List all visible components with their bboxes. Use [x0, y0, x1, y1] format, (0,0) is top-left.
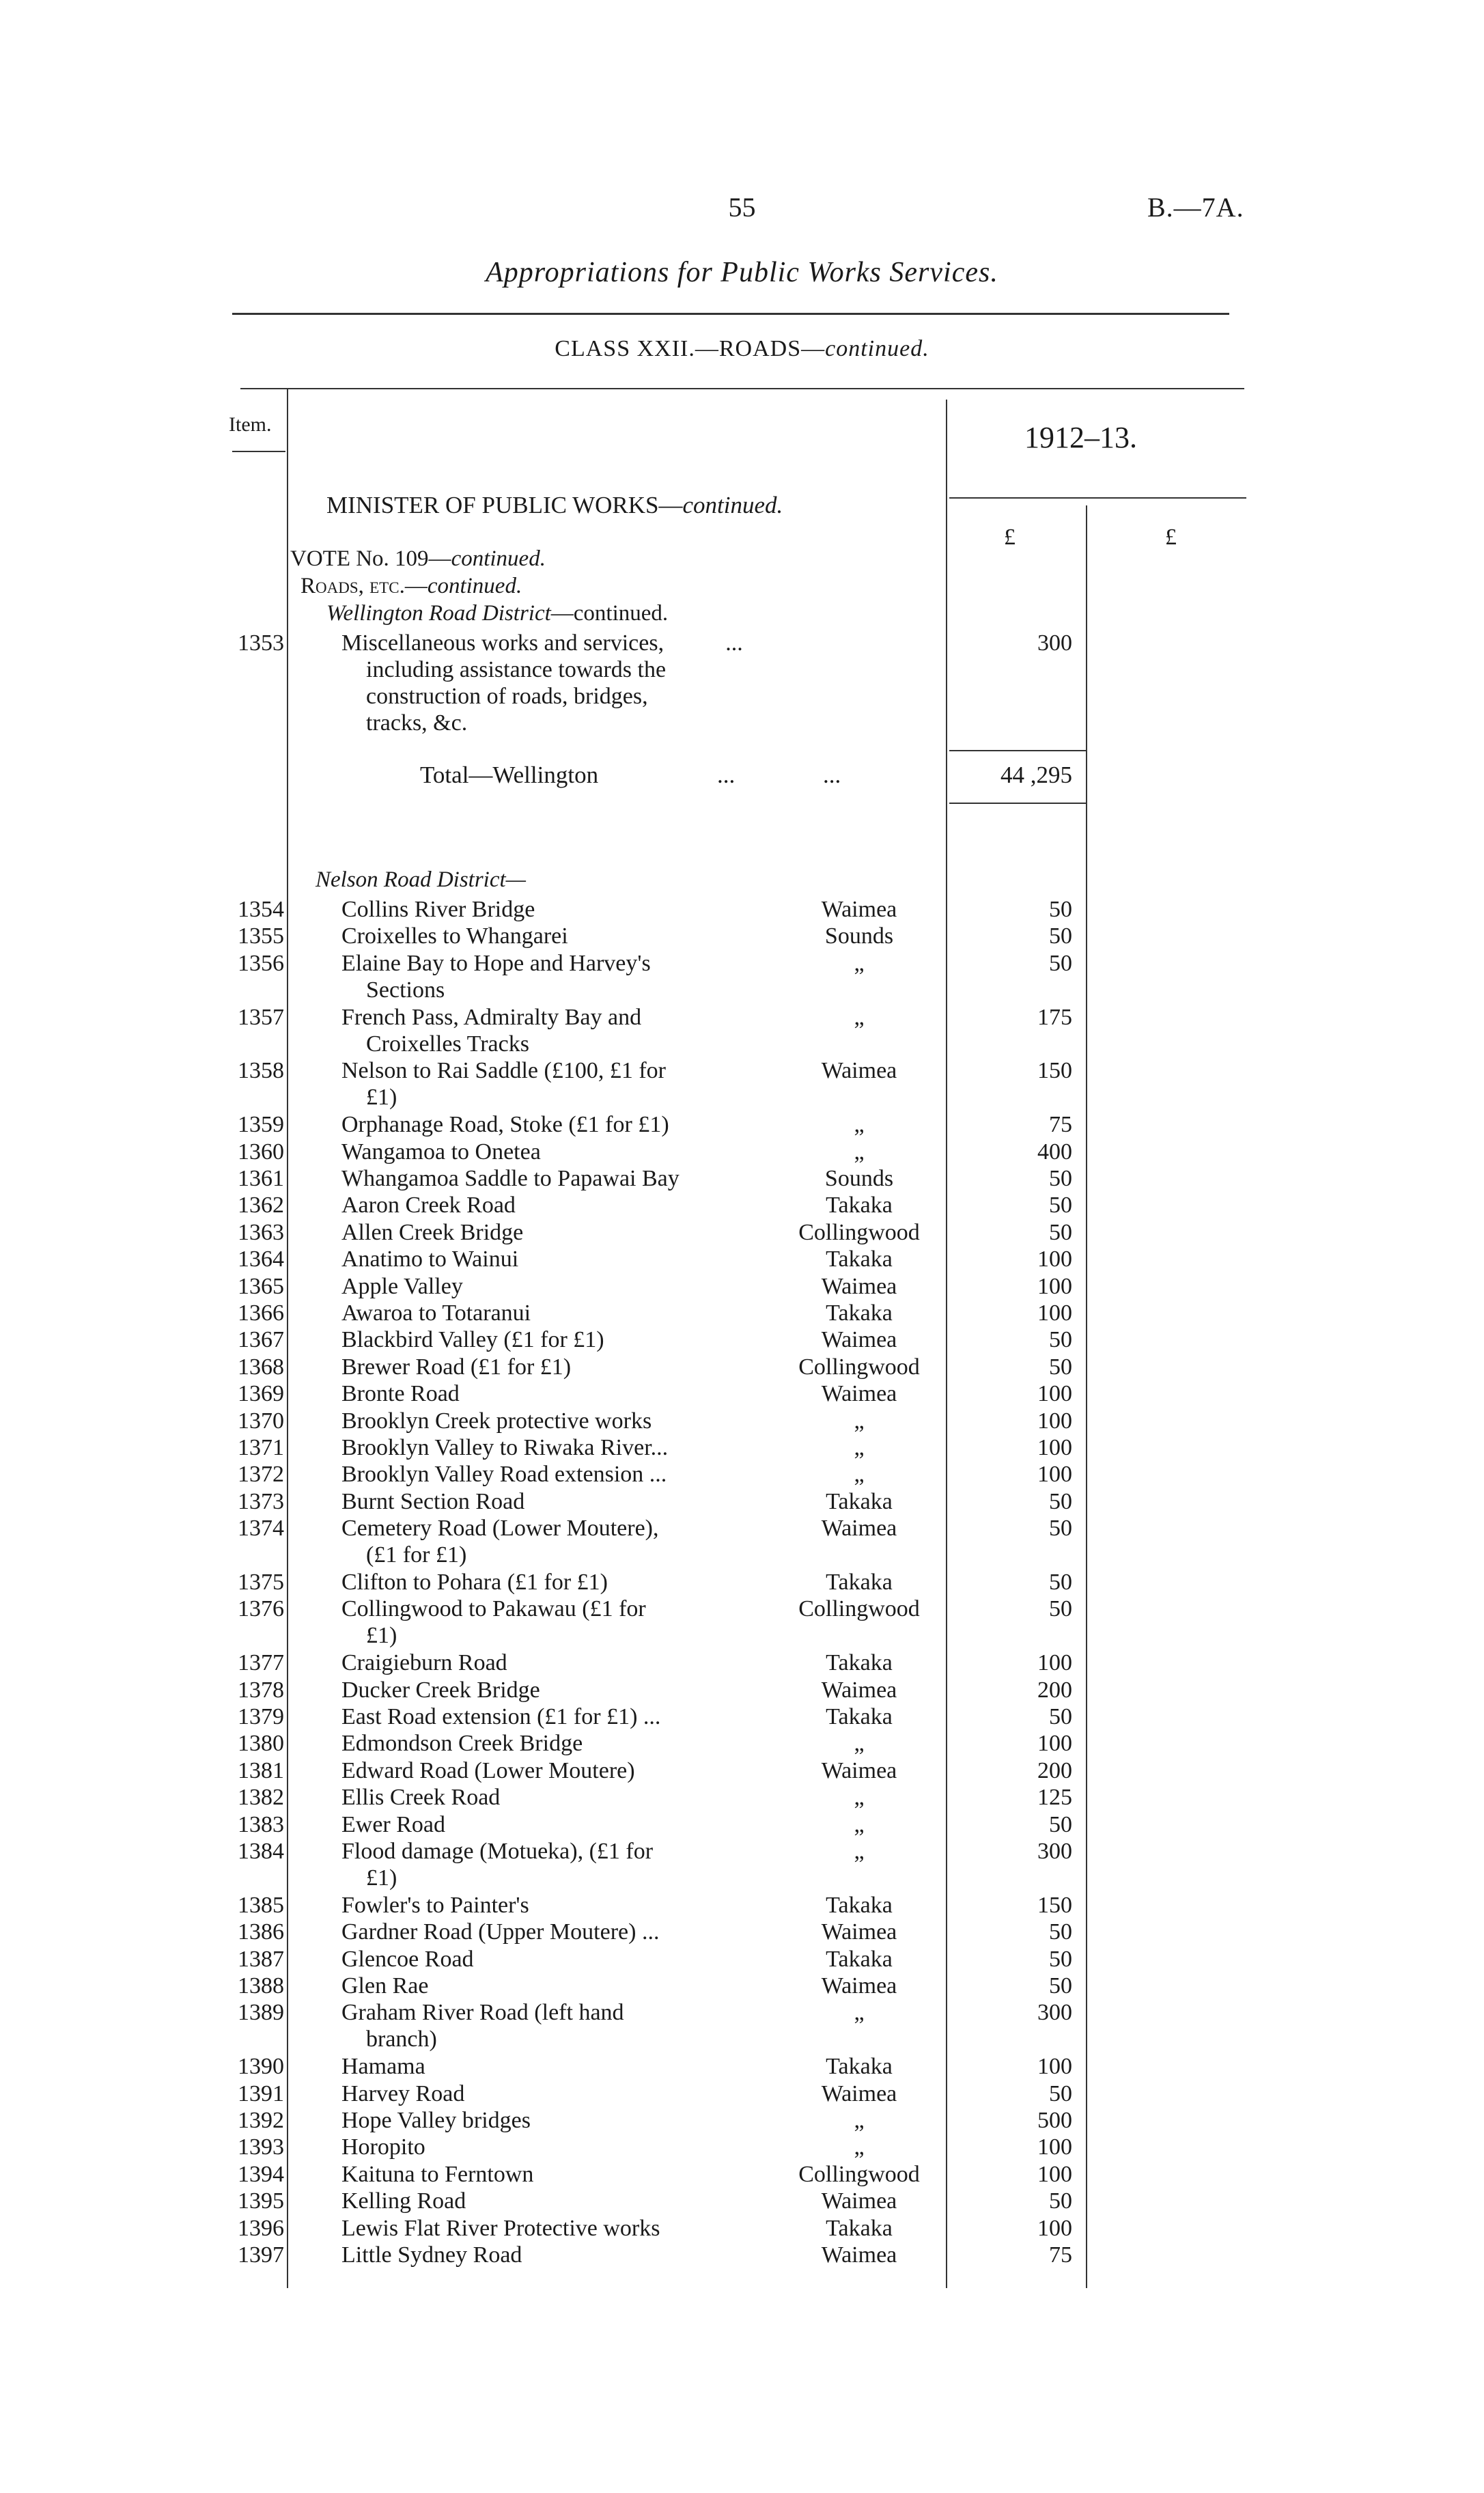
- class-heading: [0, 336, 1484, 362]
- item-description: [341, 1408, 751, 1434]
- item-number: 1397: [238, 2242, 284, 2268]
- item-description: [341, 1326, 751, 1353]
- item-description: [341, 1515, 751, 1568]
- description-line: Hope Valley bridges: [341, 2108, 531, 2133]
- item-number: 1396: [238, 2216, 284, 2241]
- district-location: „: [854, 1839, 865, 1864]
- item-description: [341, 896, 751, 923]
- amount-column-left-divider: [946, 400, 947, 2288]
- item-amount: 50: [1049, 1919, 1072, 1945]
- description-line: Gardner Road (Upper Moutere) ...: [341, 1919, 660, 1945]
- item-amount: 100: [1037, 2162, 1072, 2187]
- description-line: Collingwood to Pakawau (£1 for: [341, 1596, 646, 1621]
- roads-heading: [300, 574, 522, 599]
- district-location: Waimea: [821, 1516, 897, 1541]
- description-line: Hamama: [341, 2054, 425, 2079]
- minister-heading: [326, 492, 783, 519]
- description-line: Glen Rae: [341, 1973, 429, 1998]
- item-number: 1385: [238, 1893, 284, 1918]
- item-description: [341, 1757, 751, 1784]
- district-location: „: [854, 1408, 865, 1434]
- item-description: [341, 1811, 751, 1838]
- total-leader-1: ...: [717, 762, 736, 788]
- district-location: Sounds: [824, 923, 894, 949]
- item-number: 1370: [238, 1408, 284, 1434]
- description-line: Harvey Road: [341, 2081, 465, 2106]
- description-line: branch): [366, 2027, 437, 2052]
- item-description: [341, 1892, 751, 1919]
- item-number: 1382: [238, 1785, 284, 1810]
- minister-heading-main: MINISTER OF PUBLIC WORKS—: [326, 492, 683, 518]
- item-amount: 50: [1049, 923, 1072, 949]
- item-description: [341, 1461, 751, 1488]
- item-number: 1360: [238, 1139, 284, 1165]
- district-location: Waimea: [821, 1274, 897, 1299]
- item-number: 1363: [238, 1220, 284, 1245]
- district-location: Takaka: [826, 1704, 893, 1729]
- item-amount: 200: [1037, 1677, 1072, 1703]
- document-reference: B.—7A.: [1147, 192, 1244, 223]
- item-amount: 100: [1037, 1650, 1072, 1675]
- year-column-header: 1912–13.: [1024, 421, 1137, 454]
- description-line: Whangamoa Saddle to Papawai Bay: [341, 1166, 680, 1191]
- district-location: Waimea: [821, 1758, 897, 1783]
- description-line: Croixelles to Whangarei: [341, 923, 568, 949]
- item-number: 1378: [238, 1677, 284, 1703]
- item-description: [341, 1246, 751, 1272]
- item-column-divider: [287, 388, 288, 2288]
- description-line: Anatimo to Wainui: [341, 1246, 519, 1272]
- item-amount: 100: [1037, 1408, 1072, 1434]
- item-amount: 175: [1037, 1005, 1072, 1030]
- district-location: Collingwood: [798, 1596, 920, 1621]
- description-line: £1): [366, 1623, 397, 1648]
- item-number: 1386: [238, 1919, 284, 1945]
- description-line: Croixelles Tracks: [366, 1031, 529, 1057]
- district-location: „: [854, 2108, 865, 2133]
- description-line: Clifton to Pohara (£1 for £1): [341, 1570, 608, 1595]
- item-amount: 50: [1049, 2081, 1072, 2106]
- item-description: [341, 1596, 751, 1649]
- item-amount: 100: [1037, 1246, 1072, 1272]
- description-line: Brooklyn Creek protective works: [341, 1408, 652, 1434]
- district-location: „: [854, 2000, 865, 2025]
- item-number: 1358: [238, 1058, 284, 1083]
- item-amount: 75: [1049, 1112, 1072, 1137]
- district-location: Takaka: [826, 1650, 893, 1675]
- item-amount: 100: [1037, 1731, 1072, 1756]
- item-number: 1364: [238, 1246, 284, 1272]
- item-amount: 300: [1037, 630, 1072, 656]
- item-number: 1368: [238, 1354, 284, 1380]
- item-description: [341, 2188, 751, 2214]
- description-line: tracks, &c.: [366, 710, 468, 736]
- item-number: 1373: [238, 1489, 284, 1514]
- description-line: Sections: [366, 977, 445, 1003]
- description-line: Cemetery Road (Lower Moutere),: [341, 1516, 659, 1541]
- item-description: [341, 1057, 751, 1111]
- item-description: [341, 630, 751, 736]
- district-location: Waimea: [821, 1381, 897, 1406]
- vote-heading-main: VOTE No. 109—: [290, 546, 451, 571]
- item-number: 1390: [238, 2054, 284, 2079]
- item-amount: 100: [1037, 1274, 1072, 1299]
- item-number: 1376: [238, 1596, 284, 1621]
- description-line: Brooklyn Valley to Riwaka River...: [341, 1435, 669, 1460]
- item-number: 1357: [238, 1005, 284, 1030]
- item-description: [341, 1649, 751, 1676]
- year-header-underline: [949, 497, 1246, 499]
- description-line: £1): [366, 1865, 397, 1891]
- item-number: 1367: [238, 1327, 284, 1352]
- item-description: [341, 1946, 751, 1973]
- district-location: „: [854, 1112, 865, 1137]
- item-number: 1384: [238, 1839, 284, 1864]
- item-number: 1393: [238, 2134, 284, 2160]
- wellington-district-heading: [326, 601, 668, 626]
- item-description: [341, 2107, 751, 2134]
- item-description: [341, 1973, 751, 1999]
- description-line: Miscellaneous works and services,: [341, 630, 664, 656]
- item-amount: 200: [1037, 1758, 1072, 1783]
- item-number: 1375: [238, 1570, 284, 1595]
- item-amount: 50: [1049, 897, 1072, 922]
- item-amount: 150: [1037, 1893, 1072, 1918]
- item-amount: 50: [1049, 1947, 1072, 1972]
- district-location: „: [854, 1435, 865, 1460]
- district-location: Sounds: [824, 1166, 894, 1191]
- district-location: Waimea: [821, 2242, 897, 2268]
- item-description: [341, 1569, 751, 1596]
- description-line: Elaine Bay to Hope and Harvey's: [341, 951, 651, 976]
- district-location: „: [854, 1005, 865, 1030]
- item-number: 1388: [238, 1973, 284, 1998]
- amount-column-right-divider: [1086, 505, 1087, 2288]
- item-amount: 50: [1049, 1193, 1072, 1218]
- item-amount: 50: [1049, 1220, 1072, 1245]
- item-amount: 100: [1037, 1462, 1072, 1487]
- description-line: Lewis Flat River Protective works: [341, 2216, 660, 2241]
- district-location: „: [854, 951, 865, 976]
- district-location: Waimea: [821, 1973, 897, 1998]
- item-description: [341, 1703, 751, 1730]
- description-line: Blackbird Valley (£1 for £1): [341, 1327, 604, 1352]
- wellington-heading-cont: —continued.: [550, 601, 669, 626]
- item-amount: 300: [1037, 1839, 1072, 1864]
- district-location: Collingwood: [798, 2162, 920, 2187]
- item-description: [341, 1677, 751, 1703]
- district-location: Waimea: [821, 1058, 897, 1083]
- class-heading-cont: continued.: [825, 336, 929, 361]
- description-line: Allen Creek Bridge: [341, 1220, 524, 1245]
- description-line: Kaituna to Ferntown: [341, 2162, 534, 2187]
- description-line: (£1 for £1): [366, 1542, 467, 1568]
- item-number: 1353: [238, 630, 284, 656]
- item-amount: 50: [1049, 1973, 1072, 1998]
- total-top-rule: [949, 750, 1086, 751]
- item-number: 1365: [238, 1274, 284, 1299]
- description-line: French Pass, Admiralty Bay and: [341, 1005, 642, 1030]
- district-location: Takaka: [826, 1570, 893, 1595]
- district-location: „: [854, 1462, 865, 1487]
- item-description: [341, 1300, 751, 1326]
- item-amount: 500: [1037, 2108, 1072, 2133]
- description-line: Wangamoa to Onetea: [341, 1139, 541, 1165]
- item-description: [341, 2053, 751, 2080]
- page-title: Appropriations for Public Works Services.: [486, 257, 998, 288]
- description-line: Graham River Road (left hand: [341, 2000, 624, 2025]
- description-line: Glencoe Road: [341, 1947, 474, 1972]
- vote-heading: [290, 546, 546, 572]
- item-amount: 100: [1037, 1300, 1072, 1326]
- district-location: Waimea: [821, 1919, 897, 1945]
- item-number: 1355: [238, 923, 284, 949]
- leader-dots: ...: [725, 630, 743, 656]
- item-number: 1383: [238, 1812, 284, 1837]
- minister-heading-cont: continued.: [682, 492, 783, 518]
- item-column-header: Item.: [229, 413, 272, 436]
- description-line: construction of roads, bridges,: [366, 684, 648, 709]
- item-header-underline: [232, 451, 285, 452]
- item-number: 1387: [238, 1947, 284, 1972]
- wellington-heading-main: Wellington Road District: [326, 601, 551, 626]
- item-description: [341, 1139, 751, 1165]
- description-line: Aaron Creek Road: [341, 1193, 516, 1218]
- description-line: Nelson to Rai Saddle (£100, £1 for: [341, 1058, 666, 1083]
- item-amount: 50: [1049, 1704, 1072, 1729]
- item-amount: 75: [1049, 2242, 1072, 2268]
- item-description: [341, 2215, 751, 2242]
- item-number: 1359: [238, 1112, 284, 1137]
- item-number: 1374: [238, 1516, 284, 1541]
- district-location: Waimea: [821, 1677, 897, 1703]
- description-line: Apple Valley: [341, 1274, 463, 1299]
- item-number: 1369: [238, 1381, 284, 1406]
- item-number: 1366: [238, 1300, 284, 1326]
- item-number: 1362: [238, 1193, 284, 1218]
- item-amount: 100: [1037, 1435, 1072, 1460]
- district-location: Takaka: [826, 1246, 893, 1272]
- item-description: [341, 2242, 751, 2268]
- item-amount: 100: [1037, 2134, 1072, 2160]
- total-label: Total—Wellington: [420, 762, 599, 788]
- description-line: Collins River Bridge: [341, 897, 535, 922]
- pound-sign-col1: £: [1004, 525, 1016, 550]
- item-number: 1361: [238, 1166, 284, 1191]
- title-rule: [232, 313, 1229, 315]
- item-amount: 100: [1037, 2216, 1072, 2241]
- item-number: 1356: [238, 951, 284, 976]
- item-amount: 50: [1049, 1166, 1072, 1191]
- roads-heading-cont: continued.: [427, 574, 522, 598]
- description-line: Brooklyn Valley Road extension ...: [341, 1462, 667, 1487]
- item-number: 1372: [238, 1462, 284, 1487]
- district-location: Takaka: [826, 2054, 893, 2079]
- district-location: Takaka: [826, 2216, 893, 2241]
- item-amount: 50: [1049, 1596, 1072, 1621]
- item-amount: 50: [1049, 1327, 1072, 1352]
- class-heading-main: CLASS XXII.—ROADS—: [555, 336, 826, 361]
- item-description: [341, 1004, 751, 1057]
- district-location: „: [854, 1139, 865, 1165]
- total-amount: 44 ,295: [1000, 762, 1072, 788]
- item-description: [341, 1488, 751, 1515]
- item-number: 1391: [238, 2081, 284, 2106]
- item-description: [341, 1784, 751, 1811]
- description-line: Ewer Road: [341, 1812, 446, 1837]
- nelson-district-heading: Nelson Road District—: [316, 867, 527, 892]
- item-description: [341, 1111, 751, 1138]
- item-number: 1379: [238, 1704, 284, 1729]
- roads-heading-main: Roads, etc.—: [300, 574, 428, 598]
- description-line: Burnt Section Road: [341, 1489, 525, 1514]
- total-leader-2: ...: [823, 762, 841, 788]
- table-top-rule: [240, 388, 1244, 389]
- description-line: Edward Road (Lower Moutere): [341, 1758, 635, 1783]
- item-description: [341, 2080, 751, 2107]
- district-location: „: [854, 1812, 865, 1837]
- description-line: Flood damage (Motueka), (£1 for: [341, 1839, 654, 1864]
- description-line: East Road extension (£1 for £1) ...: [341, 1704, 661, 1729]
- description-line: Ducker Creek Bridge: [341, 1677, 540, 1703]
- district-location: „: [854, 1731, 865, 1756]
- item-description: [341, 1838, 751, 1891]
- district-location: Waimea: [821, 1327, 897, 1352]
- item-amount: 100: [1037, 2054, 1072, 2079]
- item-number: 1392: [238, 2108, 284, 2133]
- description-line: including assistance towards the: [366, 657, 667, 682]
- item-number: 1381: [238, 1758, 284, 1783]
- description-line: Brewer Road (£1 for £1): [341, 1354, 572, 1380]
- pound-sign-col2: £: [1165, 525, 1177, 550]
- total-bottom-rule: [949, 803, 1086, 804]
- district-location: Collingwood: [798, 1220, 920, 1245]
- description-line: Orphanage Road, Stoke (£1 for £1): [341, 1112, 669, 1137]
- item-description: [341, 1919, 751, 1945]
- item-number: 1395: [238, 2188, 284, 2214]
- district-location: Takaka: [826, 1489, 893, 1514]
- item-description: [341, 1192, 751, 1218]
- item-number: 1371: [238, 1435, 284, 1460]
- item-amount: 50: [1049, 1570, 1072, 1595]
- district-location: Takaka: [826, 1300, 893, 1326]
- item-amount: 50: [1049, 1812, 1072, 1837]
- district-location: „: [854, 1785, 865, 1810]
- item-description: [341, 1354, 751, 1380]
- item-amount: 100: [1037, 1381, 1072, 1406]
- description-line: Bronte Road: [341, 1381, 460, 1406]
- district-location: Takaka: [826, 1947, 893, 1972]
- item-description: [341, 2134, 751, 2160]
- item-description: [341, 2161, 751, 2188]
- vote-heading-cont: continued.: [451, 546, 546, 571]
- description-line: Awaroa to Totaranui: [341, 1300, 531, 1326]
- item-number: 1389: [238, 2000, 284, 2025]
- description-line: Ellis Creek Road: [341, 1785, 501, 1810]
- item-number: 1377: [238, 1650, 284, 1675]
- item-description: [341, 923, 751, 949]
- item-amount: 125: [1037, 1785, 1072, 1810]
- page-number: 55: [728, 192, 756, 223]
- item-amount: 50: [1049, 1489, 1072, 1514]
- item-amount: 50: [1049, 1354, 1072, 1380]
- item-amount: 150: [1037, 1058, 1072, 1083]
- item-number: 1380: [238, 1731, 284, 1756]
- item-amount: 50: [1049, 2188, 1072, 2214]
- district-location: Takaka: [826, 1193, 893, 1218]
- description-line: Craigieburn Road: [341, 1650, 507, 1675]
- district-location: Waimea: [821, 2188, 897, 2214]
- district-location: „: [854, 2134, 865, 2160]
- district-location: Waimea: [821, 897, 897, 922]
- item-description: [341, 1380, 751, 1407]
- district-location: Takaka: [826, 1893, 893, 1918]
- description-line: Little Sydney Road: [341, 2242, 522, 2268]
- item-description: [341, 1999, 751, 2052]
- description-line: Edmondson Creek Bridge: [341, 1731, 583, 1756]
- item-amount: 300: [1037, 2000, 1072, 2025]
- item-amount: 50: [1049, 951, 1072, 976]
- item-number: 1394: [238, 2162, 284, 2187]
- item-number: 1354: [238, 897, 284, 922]
- description-line: Kelling Road: [341, 2188, 466, 2214]
- item-description: [341, 1219, 751, 1246]
- item-description: [341, 1730, 751, 1757]
- district-location: Waimea: [821, 2081, 897, 2106]
- description-line: £1): [366, 1085, 397, 1110]
- item-amount: 400: [1037, 1139, 1072, 1165]
- description-line: Fowler's to Painter's: [341, 1893, 529, 1918]
- item-description: [341, 1273, 751, 1300]
- item-description: [341, 1434, 751, 1461]
- description-line: Horopito: [341, 2134, 425, 2160]
- item-amount: 50: [1049, 1516, 1072, 1541]
- item-description: [341, 1165, 751, 1192]
- district-location: Collingwood: [798, 1354, 920, 1380]
- item-description: [341, 950, 751, 1003]
